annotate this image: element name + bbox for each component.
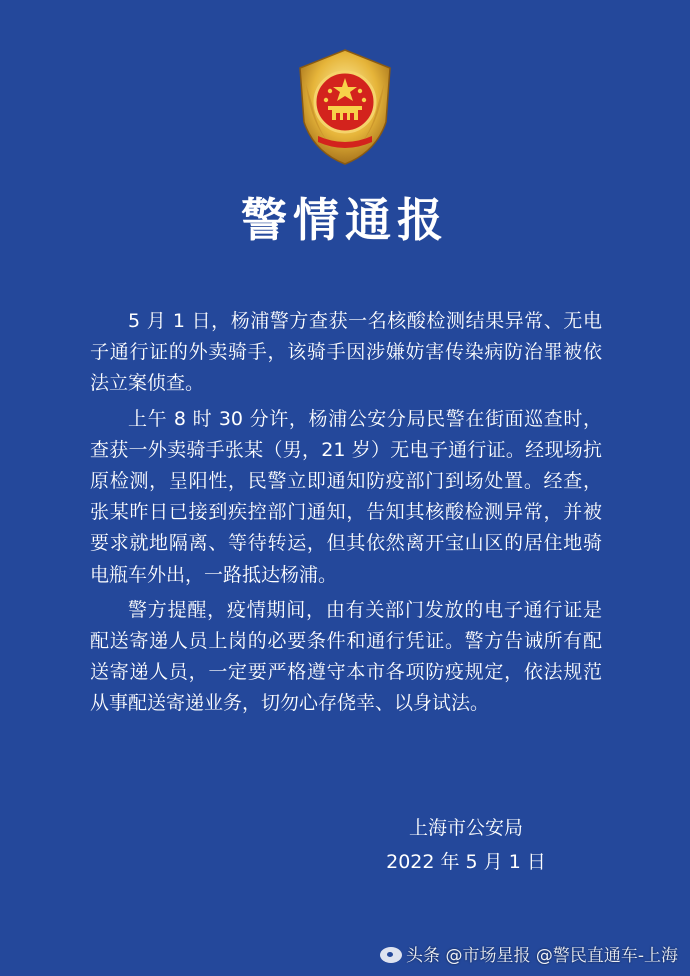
watermark-text: 头条 @市场星报 @警民直通车-上海 bbox=[406, 946, 678, 966]
paragraph: 警方提醒，疫情期间，由有关部门发放的电子通行证是配送寄递人员上岗的必要条件和通行凭证。警方告诫所有配送寄递人员，一定要严格遵守本市各项防疫规定，依法规范从事配送寄递业务，切勿心存侥幸、以身试法。 bbox=[90, 598, 602, 715]
issuer: 上海市公安局 bbox=[408, 817, 523, 839]
issue-date: 2022 年 5 月 1 日 bbox=[386, 851, 546, 873]
watermark bbox=[380, 941, 678, 966]
signature-block bbox=[366, 811, 566, 879]
bulletin-body bbox=[90, 306, 602, 724]
police-emblem-icon bbox=[282, 44, 408, 170]
paragraph: 5 月 1 日，杨浦警方查获一名核酸检测结果异常、无电子通行证的外卖骑手，该骑手因涉嫌妨害传染病防治罪被依法立案侦查。 bbox=[90, 310, 602, 395]
weibo-icon bbox=[380, 947, 402, 963]
paragraph: 上午 8 时 30 分许，杨浦公安分局民警在街面巡查时，查获一外卖骑手张某（男，21 岁）无电子通行证。经现场抗原检测，呈阳性，民警立即通知防疫部门到场处置。经查，张某昨日已接到疾控部门通知，告知其核酸检测异常，并被要求就地隔离、等待转运，但其依然离开宝山区的居住地骑电瓶车外出，一路抵达杨浦。 bbox=[90, 407, 602, 586]
page-title: 警情通报 bbox=[241, 193, 449, 247]
